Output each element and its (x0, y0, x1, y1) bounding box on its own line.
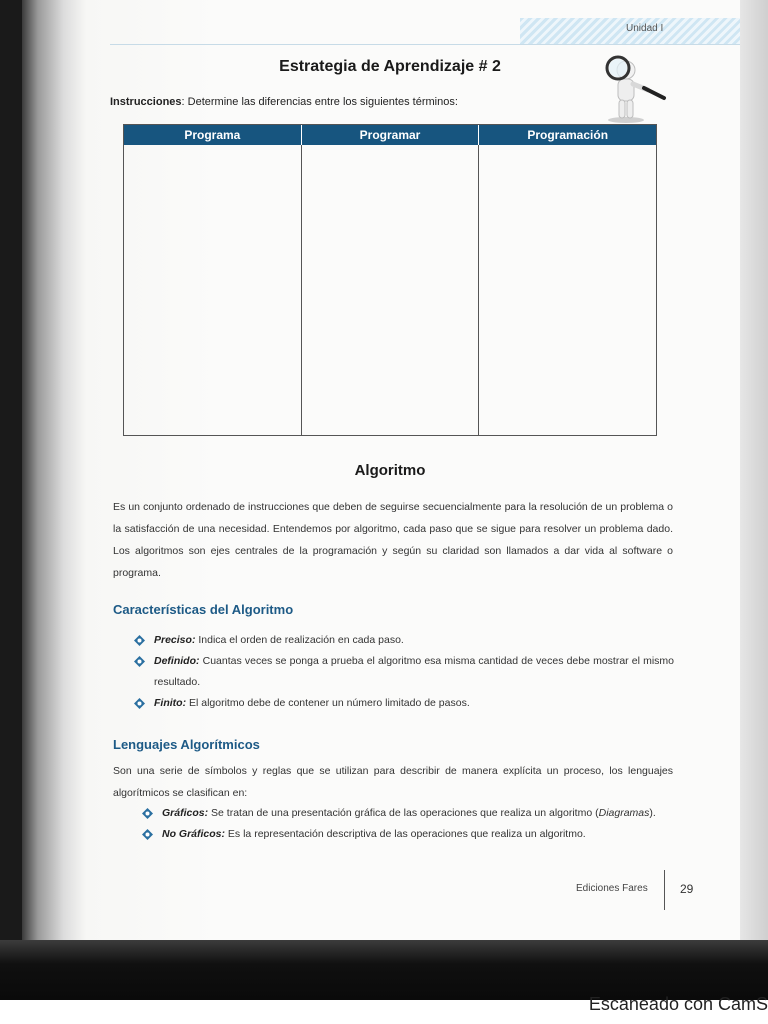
header-rule (110, 44, 740, 45)
instructions-label: Instrucciones (110, 96, 182, 108)
item-term: Gráficos: (162, 807, 209, 819)
magnifier-figure-icon (596, 54, 670, 124)
table-header-row (124, 125, 656, 145)
list-item (134, 651, 674, 693)
item-term: Definido: (154, 655, 200, 667)
strategy-title: Estrategia de Aprendizaje # 2 (279, 58, 501, 75)
table-answer-row (124, 145, 656, 435)
caracteristicas-list (134, 630, 674, 714)
item-text: El algoritmo debe de contener un número limitado de pasos. (186, 697, 470, 709)
book-gutter-gradient (22, 0, 86, 1024)
list-item (134, 693, 674, 714)
footer-divider (664, 870, 665, 910)
table-header-programar: Programar (302, 125, 480, 145)
list-item (134, 630, 674, 651)
scanner-watermark: Escaneado con CamS (588, 994, 768, 1014)
item-term: Preciso: (154, 634, 196, 646)
answer-cell-programa (124, 145, 302, 435)
algoritmo-definition: Es un conjunto ordenado de instrucciones que deben de seguirse secuencialmente para la resolución de un problema o la satisfacción de una necesidad. Entendemos por algoritmo, cada paso que se sigue para resolver un problema dado. Los algoritmos son ejes centrales de la programación y según su claridad son llamados a dar vida al software o programa. (113, 501, 673, 579)
item-term: Finito: (154, 697, 187, 709)
instructions-text: : Determine las diferencias entre los siguientes términos: (181, 96, 458, 108)
page-right-edge (740, 0, 768, 1000)
diamond-bullet-icon (142, 808, 153, 819)
lenguajes-intro: Son una serie de símbolos y reglas que se utilizan para describir de manera explícita un proceso, los lenguajes algorítmicos se clasifican en: (113, 765, 673, 799)
item-tail: ). (649, 807, 656, 819)
list-item (142, 824, 674, 845)
item-term: No Gráficos: (162, 828, 226, 840)
book-gutter-shadow (0, 0, 22, 1024)
list-item (142, 803, 674, 824)
algoritmo-title: Algoritmo (354, 462, 426, 479)
answer-cell-programacion (479, 145, 656, 435)
diamond-bullet-icon (142, 829, 153, 840)
item-text: Cuantas veces se ponga a prueba el algoritmo esa misma cantidad de veces debe mostrar el mismo resultado. (154, 655, 674, 688)
table-header-programa: Programa (124, 125, 302, 145)
lenguajes-list (142, 803, 674, 845)
item-text: Se tratan de una presentación gráfica de las operaciones que realiza un algoritmo ( (208, 807, 599, 819)
unit-label: Unidad I (626, 23, 664, 34)
caracteristicas-heading: Características del Algoritmo (113, 602, 294, 617)
item-text: Indica el orden de realización en cada paso. (195, 634, 404, 646)
lenguajes-heading: Lenguajes Algorítmicos (113, 737, 260, 752)
answer-cell-programar (302, 145, 480, 435)
table-header-programacion: Programación (527, 128, 609, 142)
diamond-bullet-icon (134, 698, 145, 709)
diamond-bullet-icon (134, 656, 145, 667)
differences-table (123, 124, 657, 436)
instructions (110, 96, 458, 108)
item-text: Es la representación descriptiva de las operaciones que realiza un algoritmo. (225, 828, 586, 840)
publisher-name: Ediciones Fares (576, 883, 648, 894)
scan-bottom-shadow (0, 940, 768, 1000)
item-italic: Diagramas (598, 807, 650, 819)
page-number: 29 (680, 882, 694, 896)
diamond-bullet-icon (134, 635, 145, 646)
